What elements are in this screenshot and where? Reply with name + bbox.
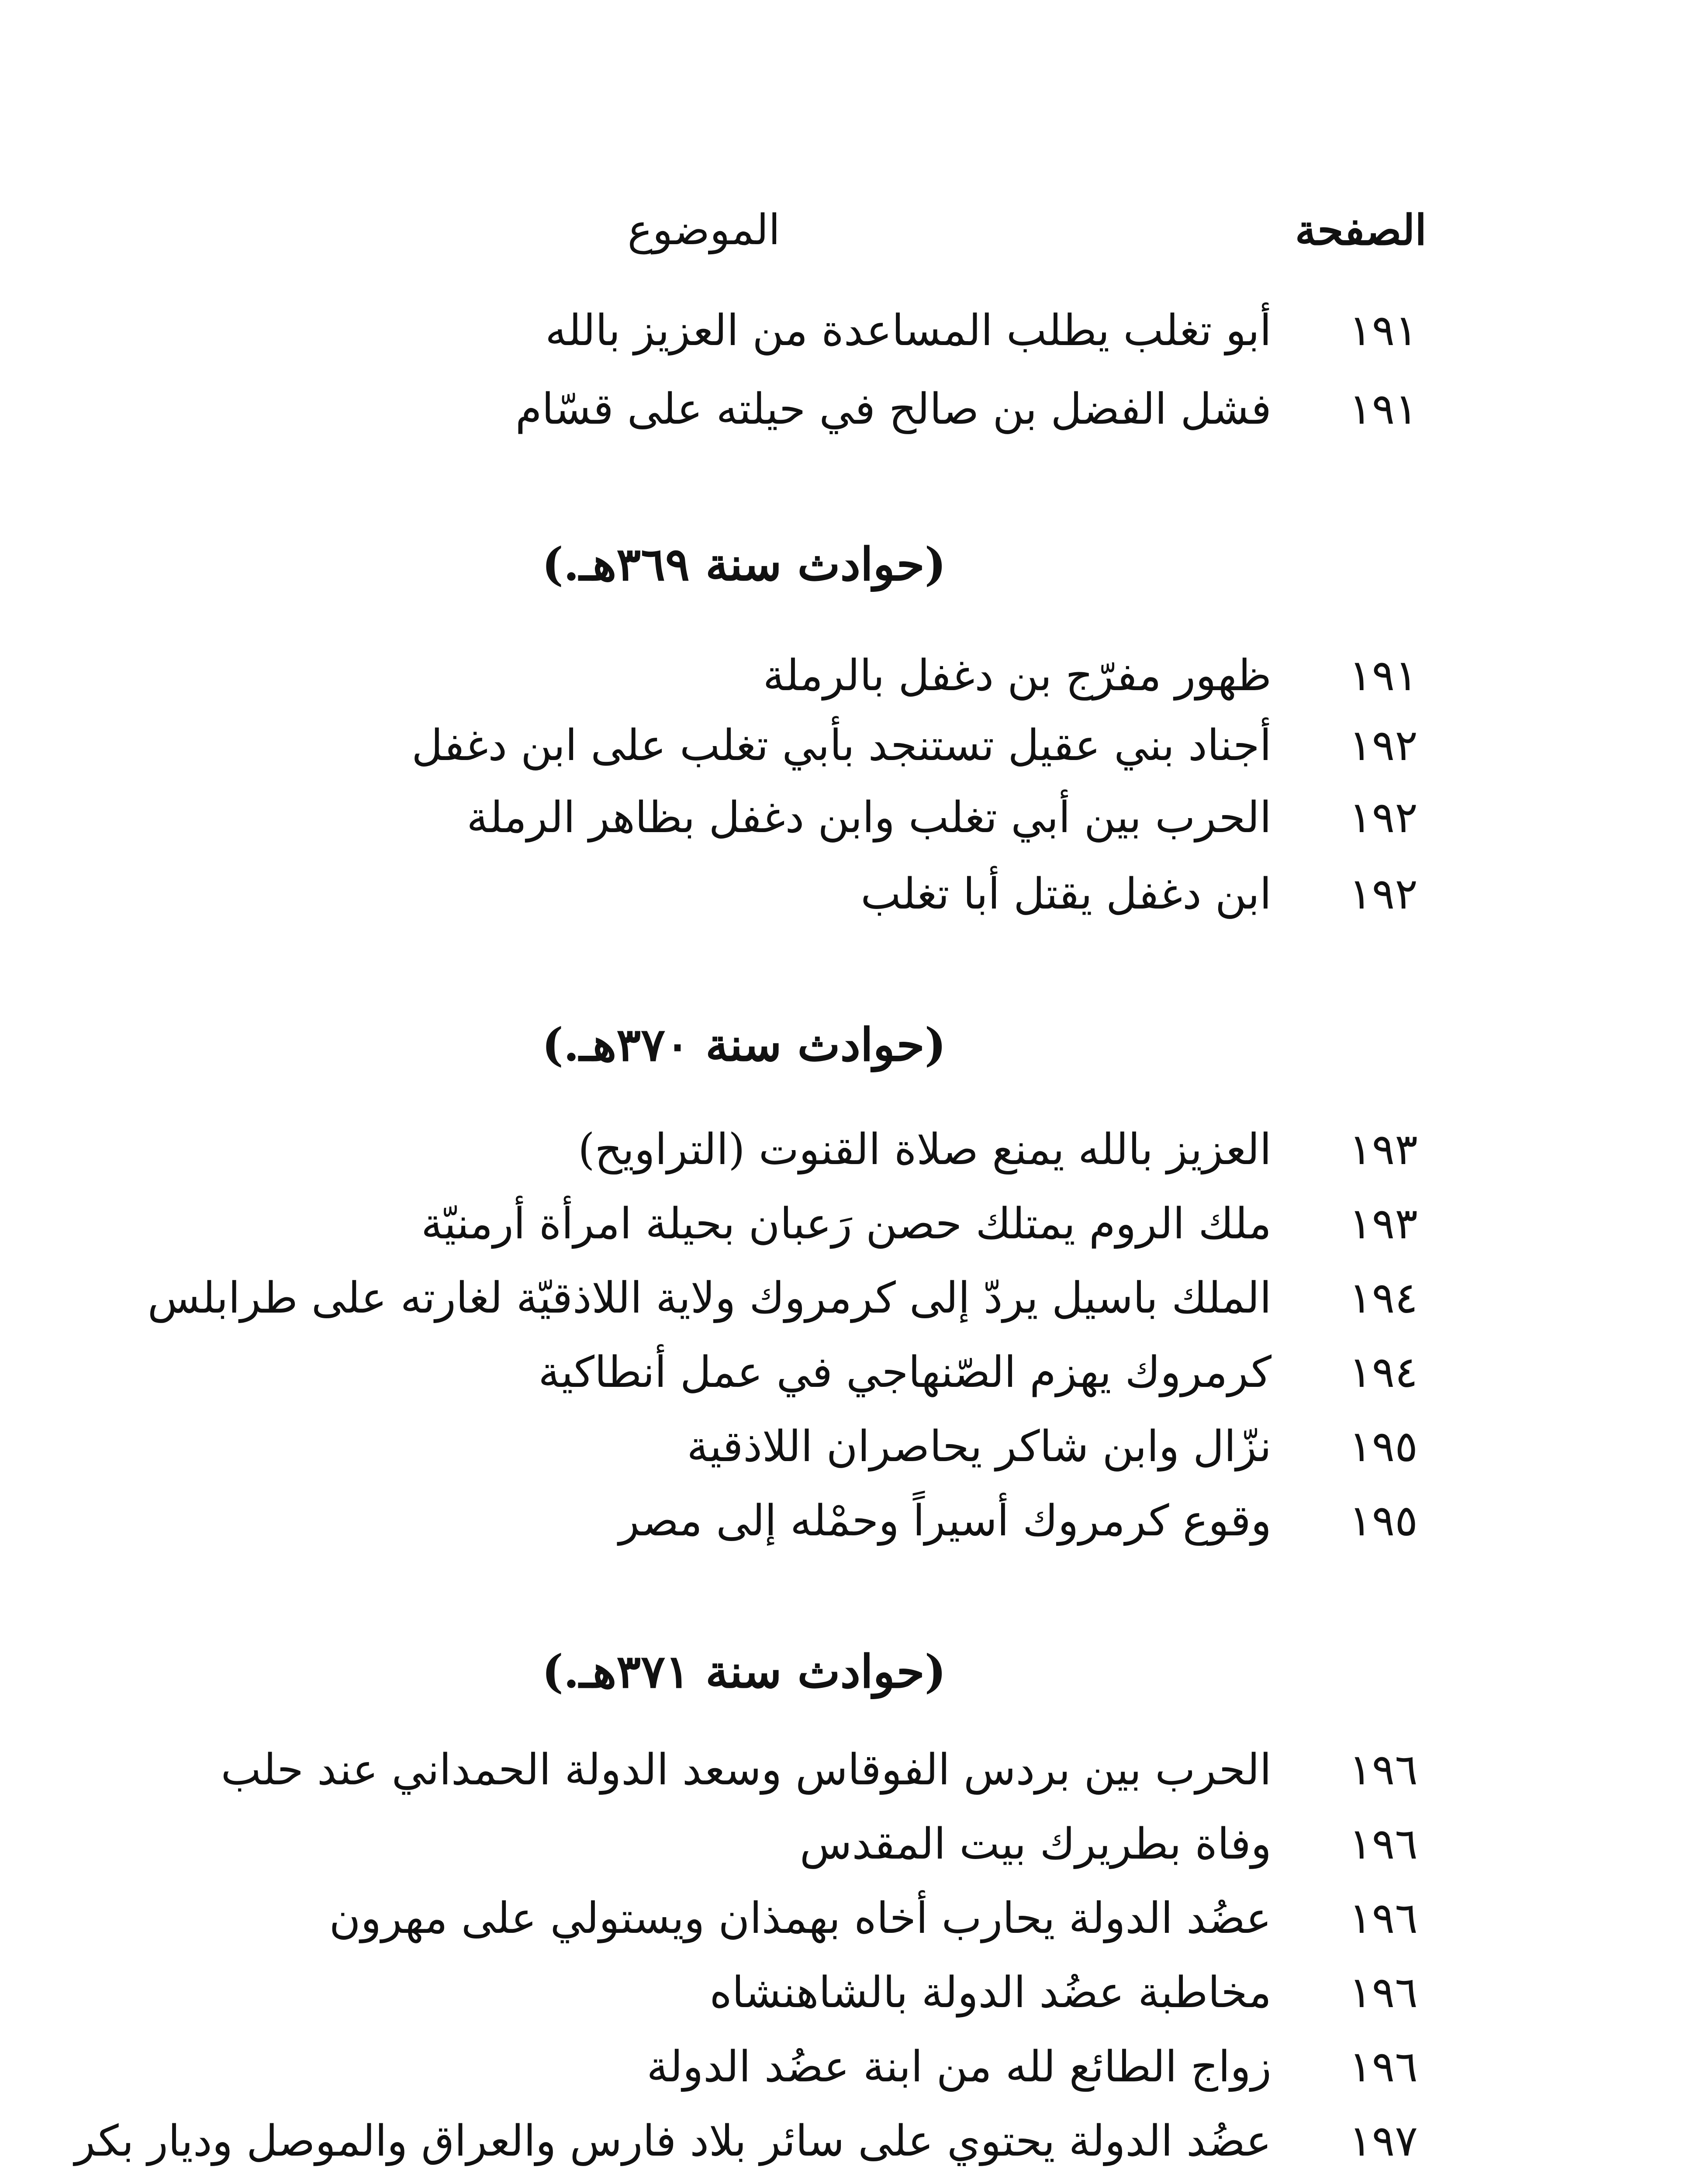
entry-topic: نزّال وابن شاكر يحاصران اللاذقية [687, 1422, 1271, 1472]
entry-page-number: ١٩٧ [1349, 2116, 1418, 2166]
entry-page-number: ١٩٢ [1349, 869, 1418, 919]
table-header [0, 205, 1693, 258]
index-entry [0, 1273, 1693, 1334]
entry-page-number: ١٩٦ [1349, 1968, 1418, 2018]
entry-page-number: ١٩٢ [1349, 721, 1418, 771]
entry-page-number: ١٩٥ [1349, 1422, 1418, 1472]
entry-topic: كرمروك يهزم الصّنهاجي في عمل أنطاكية [538, 1348, 1271, 1397]
page-column-header: الصفحة [1295, 205, 1427, 255]
entry-page-number: ١٩٦ [1349, 1819, 1418, 1869]
section-heading-row [0, 537, 1693, 598]
entry-page-number: ١٩٤ [1349, 1273, 1418, 1323]
entry-page-number: ١٩٥ [1349, 1496, 1418, 1546]
entry-topic: عضُد الدولة يحتوي على سائر بلاد فارس والعراق والموصل وديار بكر [74, 2116, 1271, 2166]
entry-topic: عضُد الدولة يحارب أخاه بهمذان ويستولي على مهرون [329, 1894, 1271, 1943]
entry-page-number: ١٩٦ [1349, 1894, 1418, 1943]
entry-topic: وفاة بطريرك بيت المقدس [799, 1819, 1271, 1869]
index-entry [0, 651, 1693, 712]
entry-topic: الحرب بين بردس الفوقاس وسعد الدولة الحمداني عند حلب [221, 1745, 1271, 1795]
entry-topic: أجناد بني عقيل تستنجد بأبي تغلب على ابن دغفل [411, 721, 1271, 771]
entry-topic: مخاطبة عضُد الدولة بالشاهنشاه [709, 1968, 1271, 2018]
index-entry [0, 1894, 1693, 1955]
index-entry [0, 1968, 1693, 2029]
entry-topic: الحرب بين أبي تغلب وابن دغفل بظاهر الرملة [466, 793, 1271, 843]
section-heading-row [0, 1645, 1693, 1706]
entry-topic: ظهور مفرّج بن دغفل بالرملة [763, 651, 1271, 701]
index-entry [0, 384, 1693, 446]
index-entry [0, 1819, 1693, 1880]
index-entry [0, 1422, 1693, 1483]
entry-topic: الملك باسيل يردّ إلى كرمروك ولاية اللاذقيّة لغارته على طرابلس [147, 1273, 1271, 1323]
index-entry [0, 1496, 1693, 1557]
entry-topic: ملك الروم يمتلك حصن رَعبان بحيلة امرأة أرمنيّة [421, 1199, 1271, 1249]
entry-topic: فشل الفضل بن صالح في حيلته على قسّام [515, 384, 1271, 434]
entry-page-number: ١٩٢ [1349, 793, 1418, 843]
entry-page-number: ١٩٤ [1349, 1348, 1418, 1397]
section-title: (حوادث سنة ٣٧٠هـ.) [542, 1018, 946, 1071]
entry-page-number: ١٩٦ [1349, 1745, 1418, 1795]
section-heading-row [0, 1018, 1693, 1079]
index-entry [0, 721, 1693, 782]
entry-page-number: ١٩١ [1349, 651, 1418, 701]
entry-topic: زواج الطائع لله من ابنة عضُد الدولة [646, 2042, 1271, 2092]
index-entry [0, 1745, 1693, 1806]
section-title: (حوادث سنة ٣٦٩هـ.) [542, 537, 946, 591]
entry-page-number: ١٩٣ [1349, 1125, 1418, 1175]
entry-page-number: ١٩١ [1349, 384, 1418, 434]
index-entry [0, 1199, 1693, 1260]
entry-page-number: ١٩٦ [1349, 2042, 1418, 2092]
index-entry [0, 2042, 1693, 2103]
section-title: (حوادث سنة ٣٧١هـ.) [542, 1645, 946, 1698]
index-entry [0, 793, 1693, 854]
entry-page-number: ١٩١ [1349, 306, 1418, 356]
topic-column-header: الموضوع [627, 205, 780, 254]
entry-topic: العزيز بالله يمنع صلاة القنوت (التراويح) [578, 1125, 1271, 1175]
index-entry [0, 306, 1693, 367]
entry-topic: وقوع كرمروك أسيراً وحمْله إلى مصر [618, 1496, 1271, 1546]
entry-page-number: ١٩٣ [1349, 1199, 1418, 1249]
entry-topic: ابن دغفل يقتل أبا تغلب [860, 869, 1271, 919]
index-entry [0, 869, 1693, 930]
index-entry [0, 1125, 1693, 1186]
index-entry [0, 1348, 1693, 1409]
entry-topic: أبو تغلب يطلب المساعدة من العزيز بالله [545, 306, 1271, 356]
index-entry [0, 2116, 1693, 2177]
